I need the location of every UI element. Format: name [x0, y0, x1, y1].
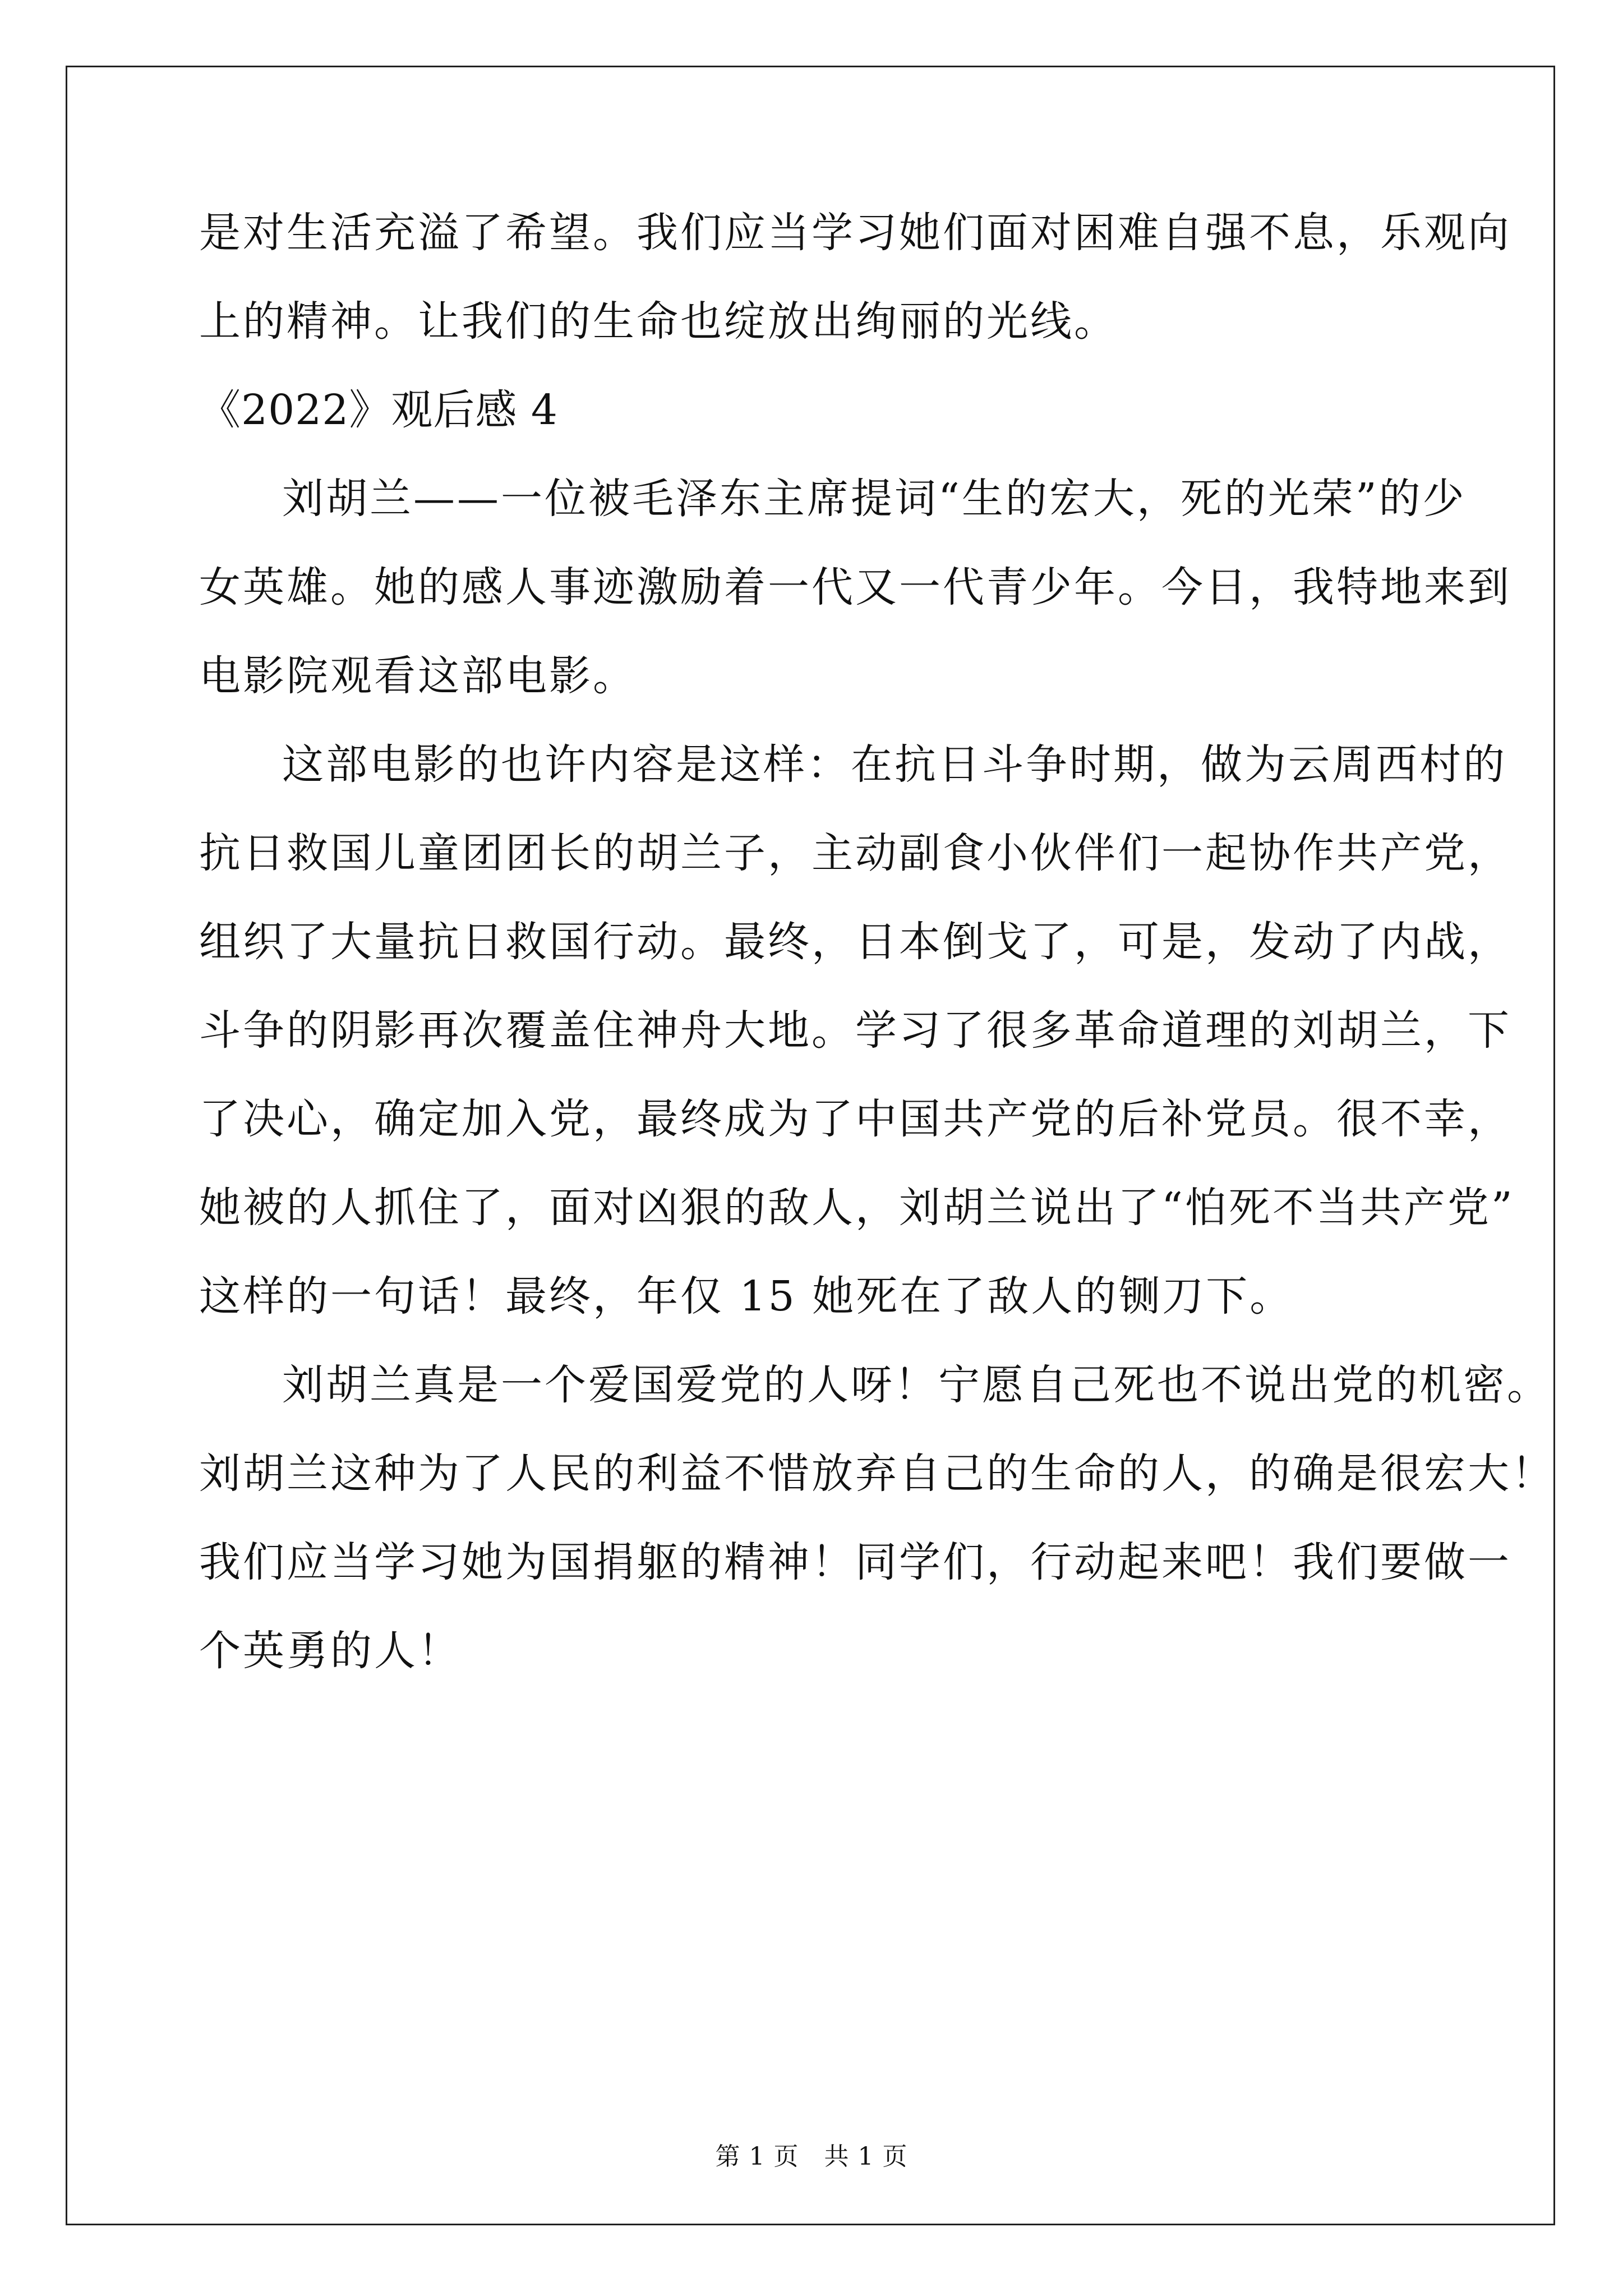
- body-line: 上的精神。让我们的生命也绽放出绚丽的光线。: [199, 297, 1118, 346]
- body-line: 这部电影的也许内容是这样：在抗日斗争时期，做为云周西村的: [282, 740, 1507, 789]
- body-line: 刘胡兰真是一个爱国爱党的人呀！宁愿自己死也不说出党的机密。: [282, 1361, 1551, 1409]
- body-line: 她被的人抓住了，面对凶狠的敌人，刘胡兰说出了“怕死不当共产党”: [199, 1184, 1515, 1232]
- body-line: 是对生活充溢了希望。我们应当学习她们面对困难自强不息，乐观向: [199, 209, 1511, 257]
- body-line: 组织了大量抗日救国行动。最终，日本倒戈了，可是，发动了内战，: [199, 918, 1511, 966]
- body-line: 个英勇的人！: [199, 1627, 462, 1675]
- body-line: 刘胡兰——一位被毛泽东主席提词“生的宏大，死的光荣”的少: [282, 475, 1467, 523]
- body-line: 电影院观看这部电影。: [199, 652, 637, 700]
- body-line: 了决心，确定加入党，最终成为了中国共产党的后补党员。很不幸，: [199, 1095, 1511, 1143]
- body-line: 女英雄。她的感人事迹激励着一代又一代青少年。今日，我特地来到: [199, 563, 1511, 611]
- body-line: 刘胡兰这种为了人民的利益不惜放弃自己的生命的人，的确是很宏大！: [199, 1450, 1555, 1498]
- body-line: 这样的一句话！最终，年仅 15 她死在了敌人的铡刀下。: [199, 1272, 1294, 1320]
- body-line: 我们应当学习她为国捐躯的精神！同学们，行动起来吧！我们要做一: [199, 1538, 1511, 1586]
- body-line: 抗日救国儿童团团长的胡兰子，主动副食小伙伴们一起协作共产党，: [199, 829, 1511, 877]
- page-footer: 第 1 页 共 1 页: [715, 2142, 908, 2171]
- section-heading: 《2022》观后感 4: [199, 386, 558, 434]
- body-line: 斗争的阴影再次覆盖住神舟大地。学习了很多革命道理的刘胡兰，下: [199, 1006, 1511, 1055]
